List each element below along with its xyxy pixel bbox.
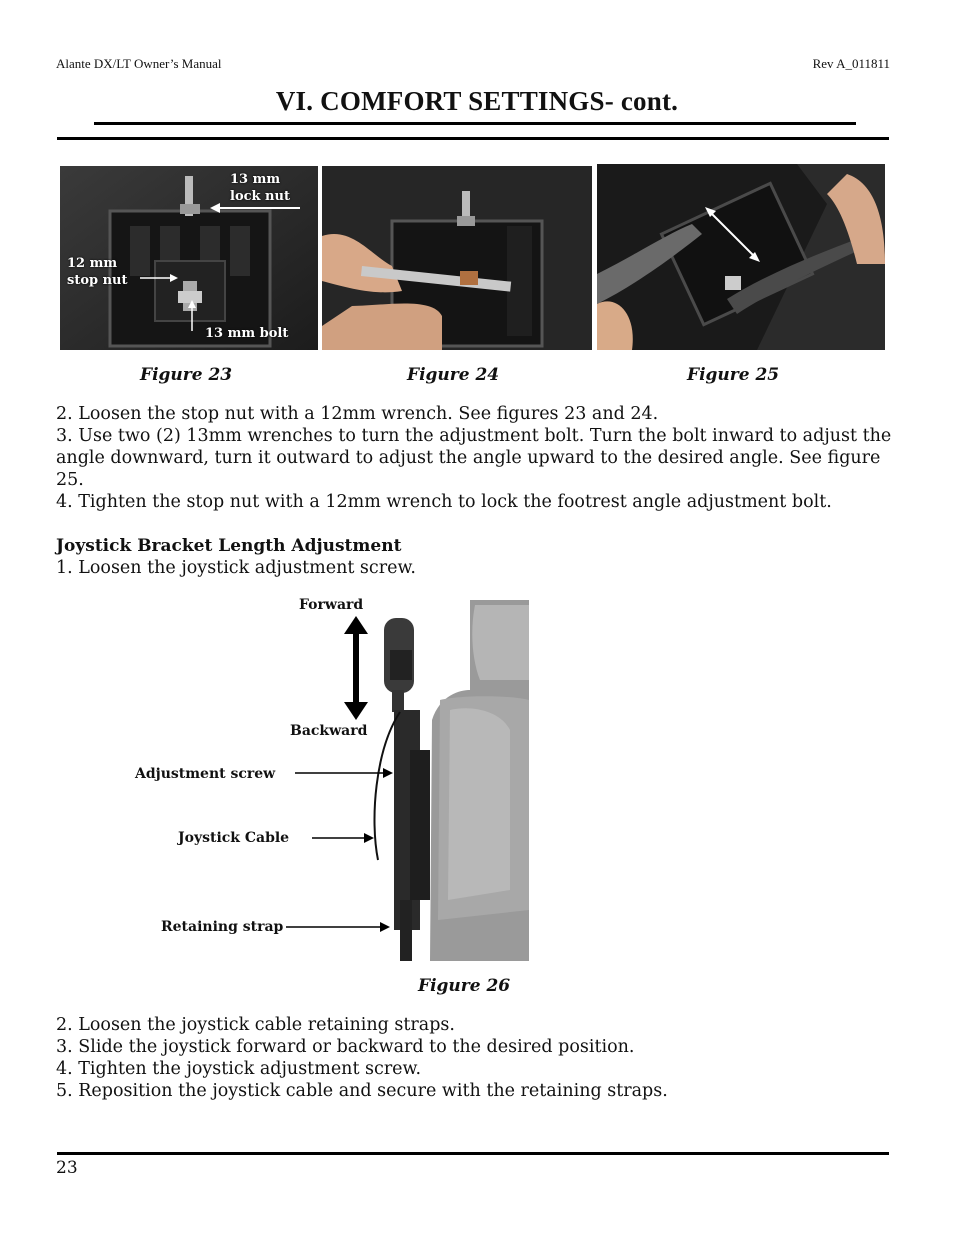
joystick-step-1: 1. Loosen the joystick adjustment screw. — [56, 558, 416, 578]
manual-title-header: Alante DX/LT Owner’s Manual — [56, 56, 222, 71]
step-2: 2. Loosen the stop nut with a 12mm wrench. See figures 23 and 24. — [56, 404, 659, 424]
forward-backward-arrow — [344, 616, 368, 720]
backward-label: Backward — [290, 723, 368, 739]
figure-26-caption: Figure 26 — [418, 976, 511, 996]
figure-25-photo — [597, 164, 885, 350]
page-title: VI. COMFORT SETTINGS- cont. — [275, 86, 679, 116]
figure-23-photo — [60, 166, 318, 350]
header-rule — [57, 137, 889, 140]
forward-label: Forward — [299, 597, 364, 613]
retaining-strap-label: Retaining strap — [161, 919, 284, 935]
step-4: 4. Tighten the stop nut with a 12mm wrench to lock the footrest angle adjustment bolt. — [56, 492, 832, 512]
footer-rule — [57, 1152, 889, 1155]
joystick-cable-label: Joystick Cable — [178, 830, 290, 846]
figure-24-caption: Figure 24 — [407, 365, 500, 385]
lock-nut-label: 13 mm lock nut — [230, 172, 290, 204]
revision-header: Rev A_011811 — [812, 56, 890, 71]
bolt-label: 13 mm bolt — [205, 326, 289, 341]
title-underline — [94, 122, 856, 125]
retaining-strap-arrow — [286, 920, 392, 934]
page-number: 23 — [56, 1158, 78, 1178]
joystick-step-3: 3. Slide the joystick forward or backward to the desired position. — [56, 1037, 635, 1057]
joystick-cable-arrow — [312, 831, 376, 845]
section-heading: Joystick Bracket Length Adjustment — [56, 536, 402, 556]
figure-23-caption: Figure 23 — [140, 365, 233, 385]
joystick-step-4: 4. Tighten the joystick adjustment screw. — [56, 1059, 422, 1079]
joystick-step-2: 2. Loosen the joystick cable retaining straps. — [56, 1015, 455, 1035]
adjustment-screw-label: Adjustment screw — [135, 766, 276, 782]
figure-25-caption: Figure 25 — [687, 365, 780, 385]
steps-list-b — [56, 1014, 896, 1102]
stop-nut-label: 12 mm stop nut — [67, 256, 128, 288]
figure-24-photo — [322, 166, 592, 350]
joystick-step-5: 5. Reposition the joystick cable and secure with the retaining straps. — [56, 1081, 668, 1101]
steps-list-a — [56, 403, 896, 513]
step-3: 3. Use two (2) 13mm wrenches to turn the adjustment bolt. Turn the bolt inward to adjust the angle downward, turn it outward to adjust the angle upward to the desired angle. See figure 25. — [56, 426, 892, 490]
figure-26-photo — [370, 600, 529, 961]
adjustment-screw-arrow — [295, 766, 395, 780]
